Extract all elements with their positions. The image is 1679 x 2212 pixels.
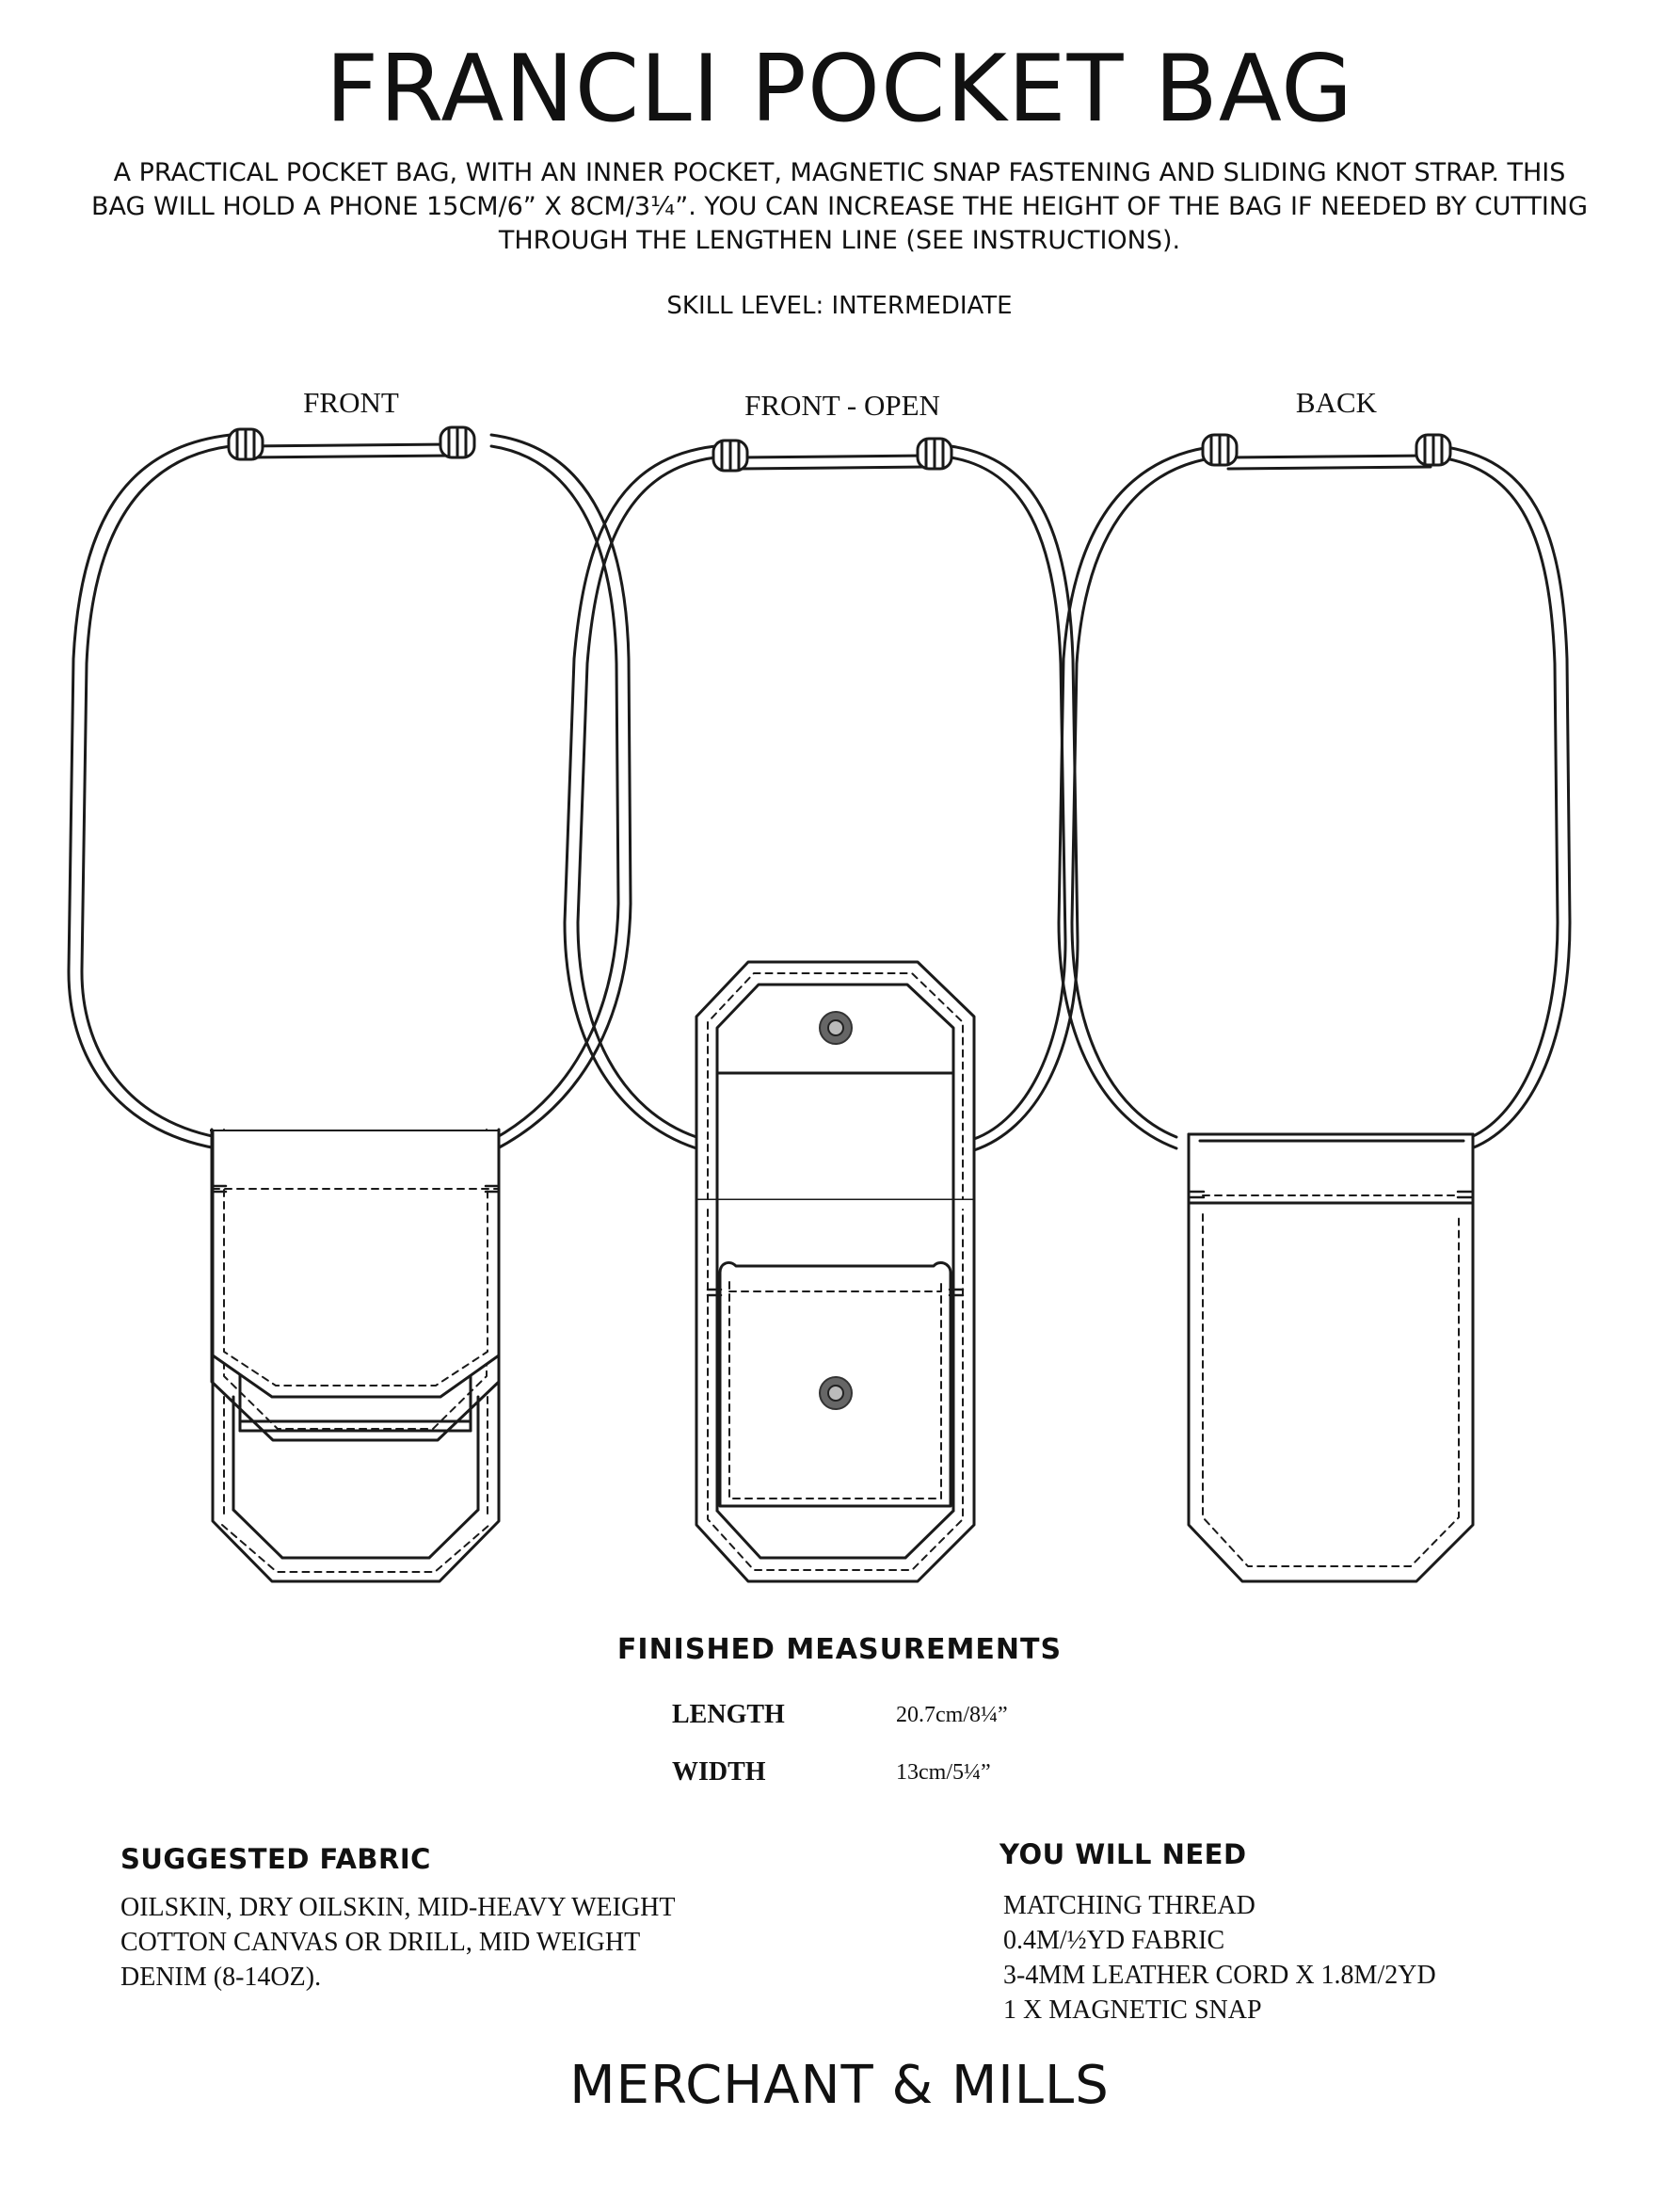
magnetic-snap-icon [820,1377,852,1409]
suggested-fabric-heading: SUGGESTED FABRIC [120,1843,431,1875]
fabric-line: OILSKIN, DRY OILSKIN, MID-HEAVY WEIGHT [120,1893,676,1922]
front-flap [213,1131,499,1397]
length-value: 20.7cm/8¼” [896,1703,1008,1727]
front-open-view-drawing [565,439,1078,1581]
sliding-knot-icon [1416,435,1450,465]
intro-line: A PRACTICAL POCKET BAG, WITH AN INNER POCKET, MAGNETIC SNAP FASTENING AND SLIDING KNOT STRAP. THIS [113,158,1566,187]
suggested-fabric-list [120,1890,676,1995]
brand-footer: MERCHANT & MILLS [569,2055,1110,2116]
fabric-line: COTTON CANVAS OR DRILL, MID WEIGHT [120,1928,641,1957]
strap-icon [1059,446,1570,1150]
you-will-need-heading: YOU WILL NEED [999,1838,1247,1870]
sliding-knot-icon [918,439,951,469]
you-will-need-list [1003,1888,1436,2028]
open-flap [696,962,974,1200]
skill-level: SKILL LEVEL: INTERMEDIATE [666,292,1013,320]
magnetic-snap-icon [820,1012,852,1044]
sliding-knot-icon [229,429,263,459]
back-view-drawing [1059,435,1570,1581]
sliding-knot-icon [1203,435,1237,465]
need-line: 3-4MM LEATHER CORD X 1.8M/2YD [1003,1961,1436,1990]
strap-icon [69,435,631,1150]
page-title: FRANCLI POCKET BAG [325,36,1354,143]
fabric-line: DENIM (8-14OZ). [120,1963,322,1992]
intro-line: BAG WILL HOLD A PHONE 15CM/6” X 8CM/3¼”. YOU CAN INCREASE THE HEIGHT OF THE BAG IF NEEDED BY CUTTING [90,192,1589,221]
width-label: WIDTH [672,1757,766,1787]
view-label-front-open: FRONT - OPEN [744,389,940,422]
sliding-knot-icon [440,427,474,457]
finished-measurements-heading: FINISHED MEASUREMENTS [616,1633,1063,1666]
view-label-back: BACK [1295,386,1378,419]
bag-body-back [1189,1134,1473,1581]
need-line: 0.4M/½YD FABRIC [1003,1926,1225,1955]
view-label-front: FRONT [303,386,399,419]
need-line: MATCHING THREAD [1003,1891,1255,1920]
length-label: LENGTH [672,1700,785,1729]
sliding-knot-icon [713,441,747,471]
intro-line: THROUGH THE LENGTHEN LINE (SEE INSTRUCTIONS). [498,226,1181,255]
front-view-drawing [69,427,631,1581]
need-line: 1 X MAGNETIC SNAP [1003,1996,1262,2025]
width-value: 13cm/5¼” [896,1760,991,1785]
